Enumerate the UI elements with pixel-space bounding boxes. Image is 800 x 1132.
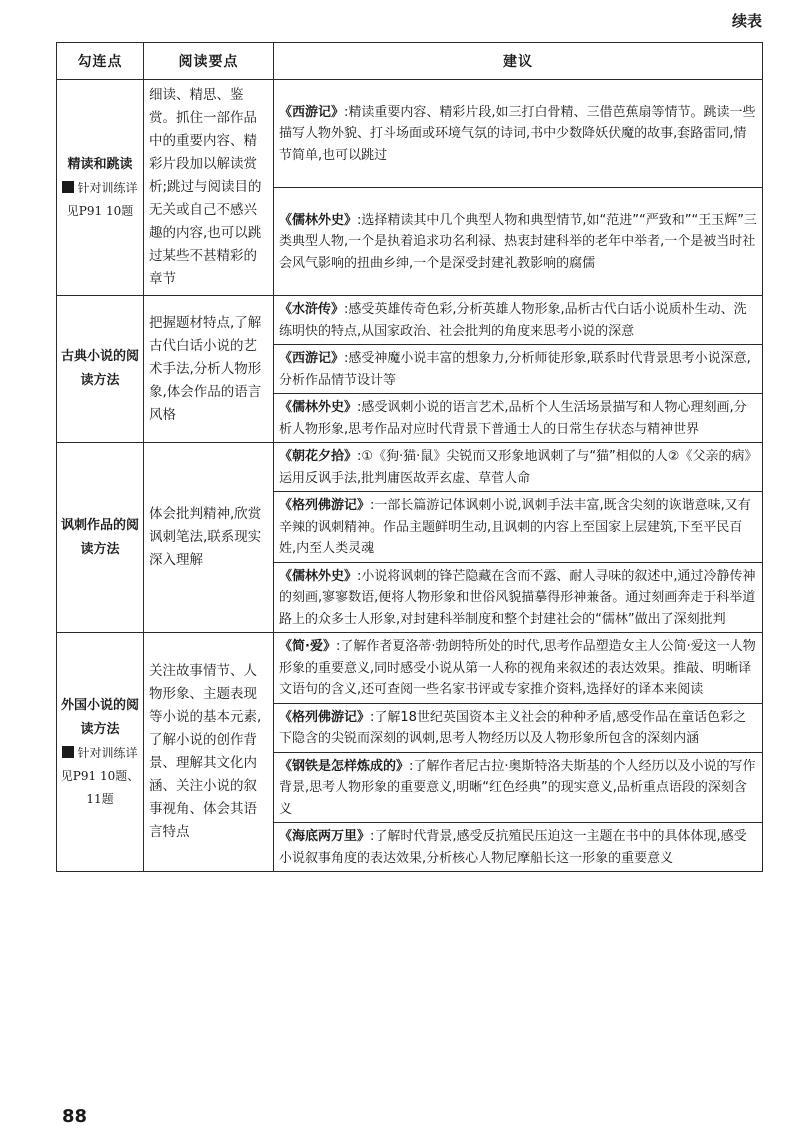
practice-reference: 针对训练详见P91 10题 — [60, 177, 140, 223]
table-row — [57, 80, 763, 188]
advice-cell — [274, 296, 763, 345]
book-title: 《儒林外史》 — [279, 212, 358, 228]
link-point-cell — [57, 80, 144, 296]
advice-cell — [274, 752, 763, 823]
column-header-advice: 建议 — [274, 43, 763, 80]
practice-reference: 针对训练详见P91 10题、11题 — [60, 745, 140, 806]
book-title: 《简·爱》 — [279, 639, 336, 654]
advice-cell — [274, 345, 763, 394]
column-header-key: 阅读要点 — [144, 43, 274, 80]
book-title: 《海底两万里》 — [279, 829, 371, 844]
advice-cell — [274, 633, 763, 704]
table-row — [57, 443, 763, 492]
reading-key-cell: 体会批判精神,欣赏讽刺笔法,联系现实深入理解 — [144, 443, 274, 633]
column-header-point: 勾连点 — [57, 43, 144, 80]
advice-text: :选择精读其中几个典型人物和典型情节,如“范进”“严致和”“王玉辉”三类典型人物,一个是执着追求功名利禄、热衷封建科举的老年中举者,一个是被当时社会风气影响的扭曲乡绅,一个是深受封建礼教影响的腐儒 — [279, 212, 757, 271]
link-point-title: 讽刺作品的阅读方法 — [60, 517, 139, 557]
advice-text: :了解时代背景,感受反抗殖民压迫这一主题在书中的具体体现,感受小说叙事角度的表达效果,分析核心人物尼摩船长这一形象的重要意义 — [279, 829, 747, 866]
book-title: 《西游记》 — [279, 351, 345, 366]
link-point-cell — [57, 296, 144, 443]
advice-text: :了解18世纪英国资本主义社会的种种矛盾,感受作品在童话色彩之下隐含的尖锐而深刻的讽刺,思考人物经历以及人物形象所包含的深刻内涵 — [279, 709, 747, 746]
continued-label: 续表 — [731, 12, 762, 30]
reading-key-cell: 细读、精思、鉴赏。抓住一部作品中的重要内容、精彩片段加以解读赏析;跳过与阅读目的无关或自己不感兴趣的内容,也可以跳过某些不甚精彩的章节 — [144, 80, 274, 296]
advice-text: :感受英雄传奇色彩,分析英雄人物形象,品析古代白话小说质朴生动、洗练明快的特点,从国家政治、社会批判的角度来思考小说的深意 — [279, 302, 747, 339]
book-title: 《格列佛游记》 — [279, 498, 371, 513]
advice-text: :精读重要内容、精彩片段,如三打白骨精、三借芭蕉扇等情节。跳读一些描写人物外貌、打斗场面或环境气氛的诗词,书中少数降妖伏魔的故事,套路雷同,情节简单,也可以跳过 — [279, 104, 756, 163]
advice-cell — [274, 492, 763, 563]
advice-text: :一部长篇游记体讽刺小说,讽刺手法丰富,既含尖刻的诙谐意味,又有辛辣的讽刺精神。作品主题鲜明生动,且讽刺的内容上至国家上层建筑,下至平民百姓,内至人类灵魂 — [279, 498, 751, 556]
reading-key-cell: 把握题材特点,了解古代白话小说的艺术手法,分析人物形象,体会作品的语言风格 — [144, 296, 274, 443]
reference-icon — [62, 746, 74, 758]
book-title: 《西游记》 — [279, 104, 345, 120]
table-header-row — [57, 43, 763, 80]
advice-cell — [274, 188, 763, 296]
book-title: 《格列佛游记》 — [279, 709, 371, 725]
book-title: 《儒林外史》 — [279, 568, 358, 584]
link-point-title: 精读和跳读 — [67, 156, 133, 172]
group-satire — [57, 443, 763, 633]
link-point-title: 古典小说的阅读方法 — [60, 349, 139, 388]
link-point-title: 外国小说的阅读方法 — [60, 697, 139, 737]
advice-text: :①《狗·猫·鼠》尖锐而又形象地讽刺了与“猫”相似的人②《父亲的病》运用反讽手法,批判庸医故弄玄虚、草菅人命 — [279, 449, 751, 486]
advice-cell — [274, 80, 763, 188]
page-number: 88 — [62, 1106, 88, 1127]
group-intensive-skimming — [57, 80, 763, 296]
table-row — [57, 296, 763, 345]
table-row — [57, 633, 763, 704]
reference-icon — [62, 181, 74, 193]
group-classical-novel — [57, 296, 763, 443]
advice-text: :小说将讽刺的锋芒隐藏在含而不露、耐人寻味的叙述中,通过冷静传神的刻画,寥寥数语,便将人物形象和世俗风貌描摹得形神兼备。通过刻画奔走于科举道路上的众多士人形象,对封建科举制度和整个封建社会的“儒林”做出了深刻批判 — [279, 568, 756, 627]
link-point-cell — [57, 633, 144, 872]
book-title: 《儒林外史》 — [279, 400, 358, 415]
advice-cell — [274, 443, 763, 492]
advice-cell — [274, 823, 763, 872]
advice-cell — [274, 394, 763, 443]
advice-text: :感受神魔小说丰富的想象力,分析师徒形象,联系时代背景思考小说深意,分析作品情节设计等 — [279, 351, 751, 388]
advice-cell — [274, 703, 763, 752]
advice-text: :了解作者夏洛蒂·勃朗特所处的时代,思考作品塑造女主人公简·爱这一人物形象的重要意义,同时感受小说从第一人称的视角来叙述的表达效果。推敲、明晰译文语句的含义,还可查阅一些名家书评或专家推介资料,选择好的译本来阅读 — [279, 639, 756, 697]
advice-text: :感受讽刺小说的语言艺术,品析个人生活场景描写和人物心理刻画,分析人物形象,思考作品对应时代背景下普通士人的日常生存状态与精神世界 — [279, 400, 747, 437]
group-foreign-novel — [57, 633, 763, 872]
book-title: 《水浒传》 — [279, 302, 345, 317]
advice-text: :了解作者尼古拉·奥斯特洛夫斯基的个人经历以及小说的写作背景,思考人物形象的重要意义,明晰“红色经典”的现实意义,品析重点语段的深刻含义 — [279, 758, 756, 817]
book-title: 《钢铁是怎样炼成的》 — [279, 758, 410, 774]
reading-guide-table — [56, 42, 763, 872]
link-point-cell — [57, 443, 144, 633]
advice-cell — [274, 562, 763, 633]
book-title: 《朝花夕拾》 — [279, 449, 358, 464]
reading-key-cell: 关注故事情节、人物形象、主题表现等小说的基本元素,了解小说的创作背景、理解其文化内涵、关注小说的叙事视角、体会其语言特点 — [144, 633, 274, 872]
